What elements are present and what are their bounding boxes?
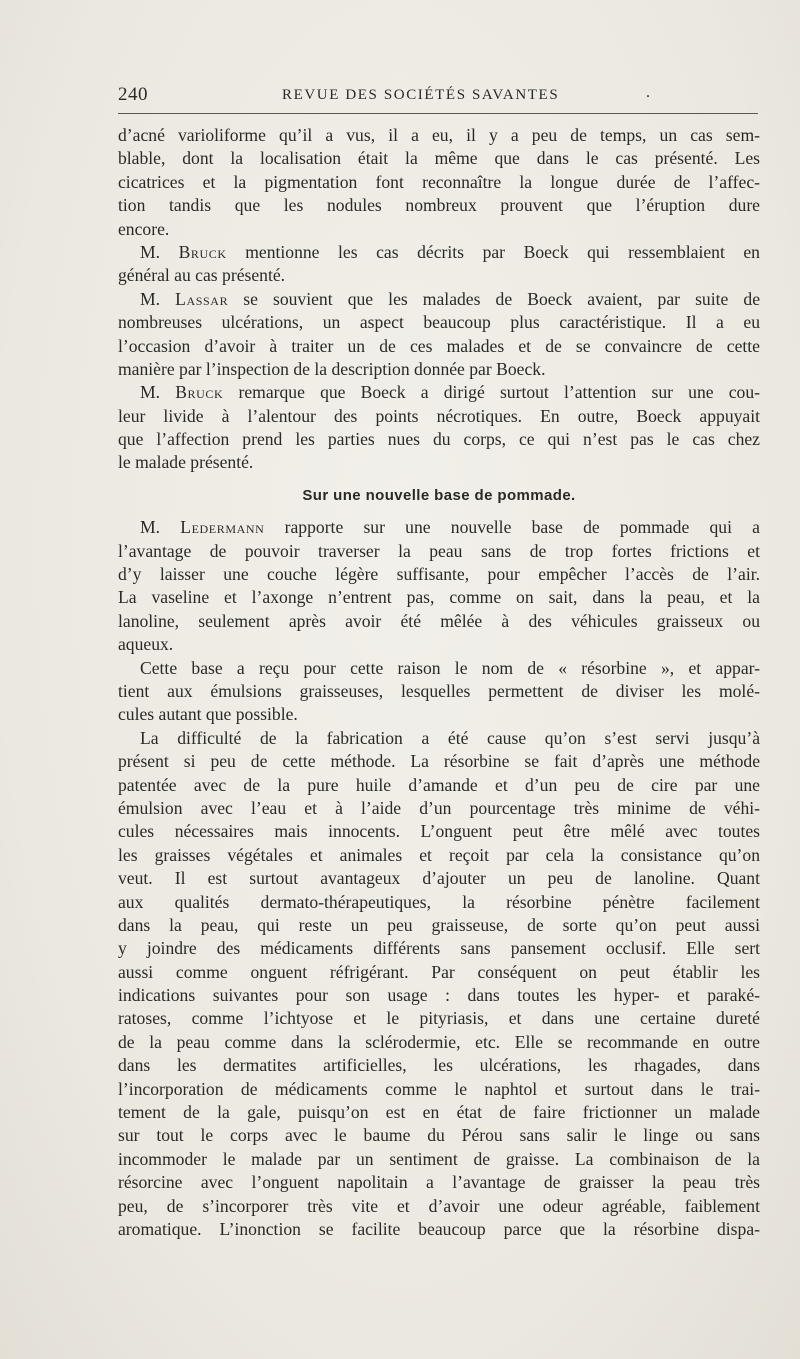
text-line: aromatique. L’inonction se facilite beaucoup parce que la résorbine dispa-: [118, 1218, 760, 1239]
text-line: l’incorporation de médicaments comme le naphtol et surtout dans le trai-: [118, 1078, 760, 1099]
text-line: aussi comme onguent réfrigérant. Par conséquent on peut établir les: [118, 961, 760, 982]
text-line: [118, 516, 760, 539]
text-line: résorcine avec l’onguent napolitain a l’avantage de graisser la peau très: [118, 1172, 760, 1193]
speaker-name: Bruck: [178, 241, 227, 262]
text-line: aqueux.: [118, 634, 174, 655]
paragraph-continuation: [118, 124, 760, 241]
speaker-prefix: M.: [140, 517, 181, 538]
text-line: ratoses, comme l’ichtyose et le pityriasis, et dans une certaine dureté: [118, 1008, 760, 1029]
text-line: l’occasion d’avoir à traiter un de ces malades et de se convaincre de cette: [118, 335, 760, 356]
line-rest: rapporte sur une nouvelle base de pommade qui a: [264, 517, 760, 538]
speaker-prefix: M.: [140, 288, 176, 309]
page-number: 240: [118, 84, 148, 105]
speaker-name: Lassar: [175, 288, 229, 309]
body-text: [118, 124, 760, 1241]
text-line: l’avantage de pouvoir traverser la peau sans de trop fortes frictions et: [118, 540, 760, 561]
line-rest: remarque que Boeck a dirigé surtout l’attention sur une cou-: [223, 382, 760, 403]
text-line: nombreuses ulcérations, un aspect beaucoup plus caractéristique. Il a eu: [118, 312, 760, 333]
text-line: présent si peu de cette méthode. La résorbine se fait d’après une méthode: [118, 751, 760, 772]
text-line: aux qualités dermato-thérapeutiques, la résorbine pénètre facilement: [118, 891, 760, 912]
header-rule: [118, 113, 758, 114]
text-line: [118, 381, 760, 404]
text-line: incommoder le malade par un sentiment de graisse. La combinaison de la: [118, 1148, 760, 1169]
text-line: peu, de s’incorporer très vite et d’avoir une odeur agréable, faiblement: [118, 1195, 760, 1216]
text-line: tion tandis que les nodules nombreux prouvent que l’éruption dure: [118, 195, 760, 216]
text-line: tient aux émulsions graisseuses, lesquelles permettent de diviser les molé-: [118, 680, 760, 701]
text-line: manière par l’inspection de la description donnée par Boeck.: [118, 358, 546, 379]
speaker-prefix: M.: [140, 241, 179, 262]
text-line: [118, 241, 760, 264]
header-dot: .: [646, 84, 650, 101]
text-line: blable, dont la localisation était la même que dans le cas présenté. Les: [118, 148, 760, 169]
text-line: leur livide à l’alentour des points nécrotiques. En outre, Boeck appuyait: [118, 405, 760, 426]
paragraph-lassar: [118, 288, 760, 382]
running-title: REVUE DES SOCIÉTÉS SAVANTES: [282, 87, 560, 103]
paragraph-bruck-1: [118, 241, 760, 288]
text-line: dans la peau, qui reste un peu graisseuse, de sorte qu’on peut aussi: [118, 914, 760, 935]
text-line: veut. Il est surtout avantageux d’ajouter un peu de lanoline. Quant: [118, 868, 760, 889]
text-line: cules autant que possible.: [118, 704, 298, 725]
text-line: indications suivantes pour son usage : dans toutes les hyper- et paraké-: [118, 985, 760, 1006]
page-header: [118, 84, 758, 112]
text-line: que l’affection prend les parties nues du corps, ce qui n’est pas le cas chez: [118, 429, 760, 450]
text-line: tement de la gale, puisqu’on est en état de faire frictionner un malade: [118, 1102, 760, 1123]
speaker-name: Bruck: [175, 382, 224, 403]
speaker-name: Ledermann: [180, 517, 265, 538]
text-line: La difficulté de la fabrication a été cause qu’on s’est servi jusqu’à: [140, 727, 760, 748]
text-line: d’acné varioliforme qu’il a vus, il a eu, il y a peu de temps, un cas sem-: [118, 125, 760, 145]
text-line: les graisses végétales et animales et reçoit par cela la consistance qu’on: [118, 844, 760, 865]
line-rest: mentionne les cas décrits par Boeck qui ressemblaient en: [226, 241, 760, 262]
line-rest: se souvient que les malades de Boeck avaient, par suite de: [228, 288, 761, 309]
text-line: général au cas présenté.: [118, 265, 286, 286]
text-line: cicatrices et la pigmentation font reconnaître la longue durée de l’affec-: [118, 171, 760, 192]
text-line: d’y laisser une couche légère suffisante, pour empêcher l’accès de l’air.: [118, 564, 760, 585]
text-line: dans les dermatites artificielles, les ulcérations, les rhagades, dans: [118, 1055, 760, 1076]
paragraph-ledermann: [118, 516, 760, 656]
text-line: sur tout le corps avec le baume du Pérou sans salir le linge ou sans: [118, 1125, 760, 1146]
text-line: le malade présenté.: [118, 452, 254, 473]
paragraph-resorbine-name: [118, 657, 760, 727]
text-line: La vaseline et l’axonge n’entrent pas, comme on sait, dans la peau, et la: [118, 587, 760, 608]
text-line: lanoline, seulement après avoir été mêlée à des véhicules graisseux ou: [118, 610, 760, 631]
text-line: patentée avec de la pure huile d’amande et d’un peu de cire par une: [118, 774, 760, 795]
text-line: [118, 288, 760, 311]
text-line: Cette base a reçu pour cette raison le nom de « résorbine », et appar-: [140, 657, 760, 678]
text-line: émulsion avec l’eau et à l’aide d’un pourcentage très minime de véhi-: [118, 797, 760, 818]
text-line: encore.: [118, 218, 170, 239]
section-title: Sur une nouvelle base de pommade.: [302, 486, 576, 504]
paragraph-fabrication: [118, 727, 760, 1242]
speaker-prefix: M.: [140, 382, 176, 403]
text-line: de la peau comme dans la sclérodermie, etc. Elle se recommande en outre: [118, 1031, 760, 1052]
text-line: y joindre des médicaments différents sans pansement occlusif. Elle sert: [118, 938, 760, 959]
paragraph-bruck-2: [118, 381, 760, 475]
text-line: cules nécessaires mais innocents. L’onguent peut être mêlé avec toutes: [118, 821, 760, 842]
